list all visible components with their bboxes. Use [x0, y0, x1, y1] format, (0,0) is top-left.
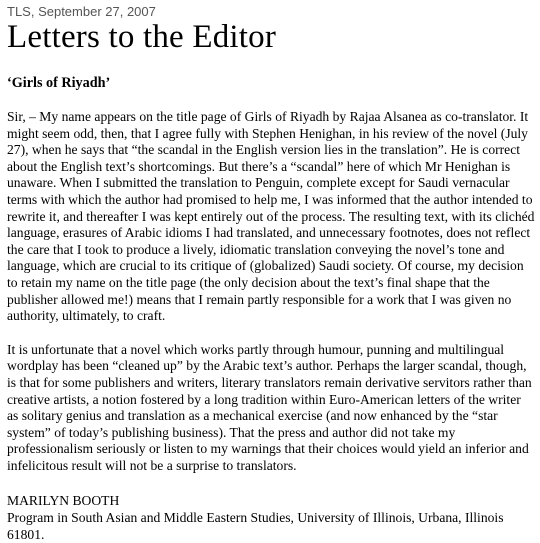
- signature-affiliation: Program in South Asian and Middle Eastern Studies, University of Illinois, Urbana, Illinois 61801.: [7, 510, 504, 542]
- letter-paragraph: Sir, – My name appears on the title page of Girls of Riyadh by Rajaa Alsanea as co-translator. It might seem odd, then, that I agree fully with Stephen Henighan, in his review of the novel (July 27), when he says that “the scandal in the English version lies in the translation”. He is correct about the English text’s shortcomings. But there’s a “scandal” here of which Mr Henighan is unaware. When I submitted the translation to Penguin, complete except for Saudi vernacular terms with which the author had promised to help me, I was informed that the author intended to rewrite it, and thereafter I was kept entirely out of the process. The resulting text, with its clichéd language, erasures of Arabic idioms I had translated, and unnecessary footnotes, does not reflect the care that I took to produce a lively, idiomatic translation conveying the novel’s tone and language, which are crucial to its critique of (globalized) Saudi society. Of course, my decision to retain my name on the title page (the only decision about the text’s final shape that the publisher allowed me!) means that I remain partly responsible for a work that I was given no authority, ultimately, to craft.: [7, 109, 535, 324]
- signature-name: MARILYN BOOTH: [7, 493, 120, 509]
- letter-paragraph: It is unfortunate that a novel which works partly through humour, punning and multilingual wordplay has been “cleaned up” by the Arabic text’s author. Perhaps the larger scandal, though, is that for some publishers and writers, literary translators remain derivative servitors rather than creative artists, a notion fostered by a long tradition within Euro-American letters of the writer as solitary genius and translation as a mechanical exercise (and now enhanced by the “star system” of today’s publishing business). That the press and author did not take my professionalism seriously or listen to my warnings that their choices would yield an inferior and infelicitous result will not be a surprise to translators.: [7, 341, 532, 473]
- dateline: TLS, September 27, 2007: [7, 4, 156, 19]
- page-title: Letters to the Editor: [7, 19, 277, 55]
- letter-subject: ‘Girls of Riyadh’: [7, 75, 111, 91]
- signature-block: [7, 493, 535, 543]
- letter-page: [7, 4, 535, 543]
